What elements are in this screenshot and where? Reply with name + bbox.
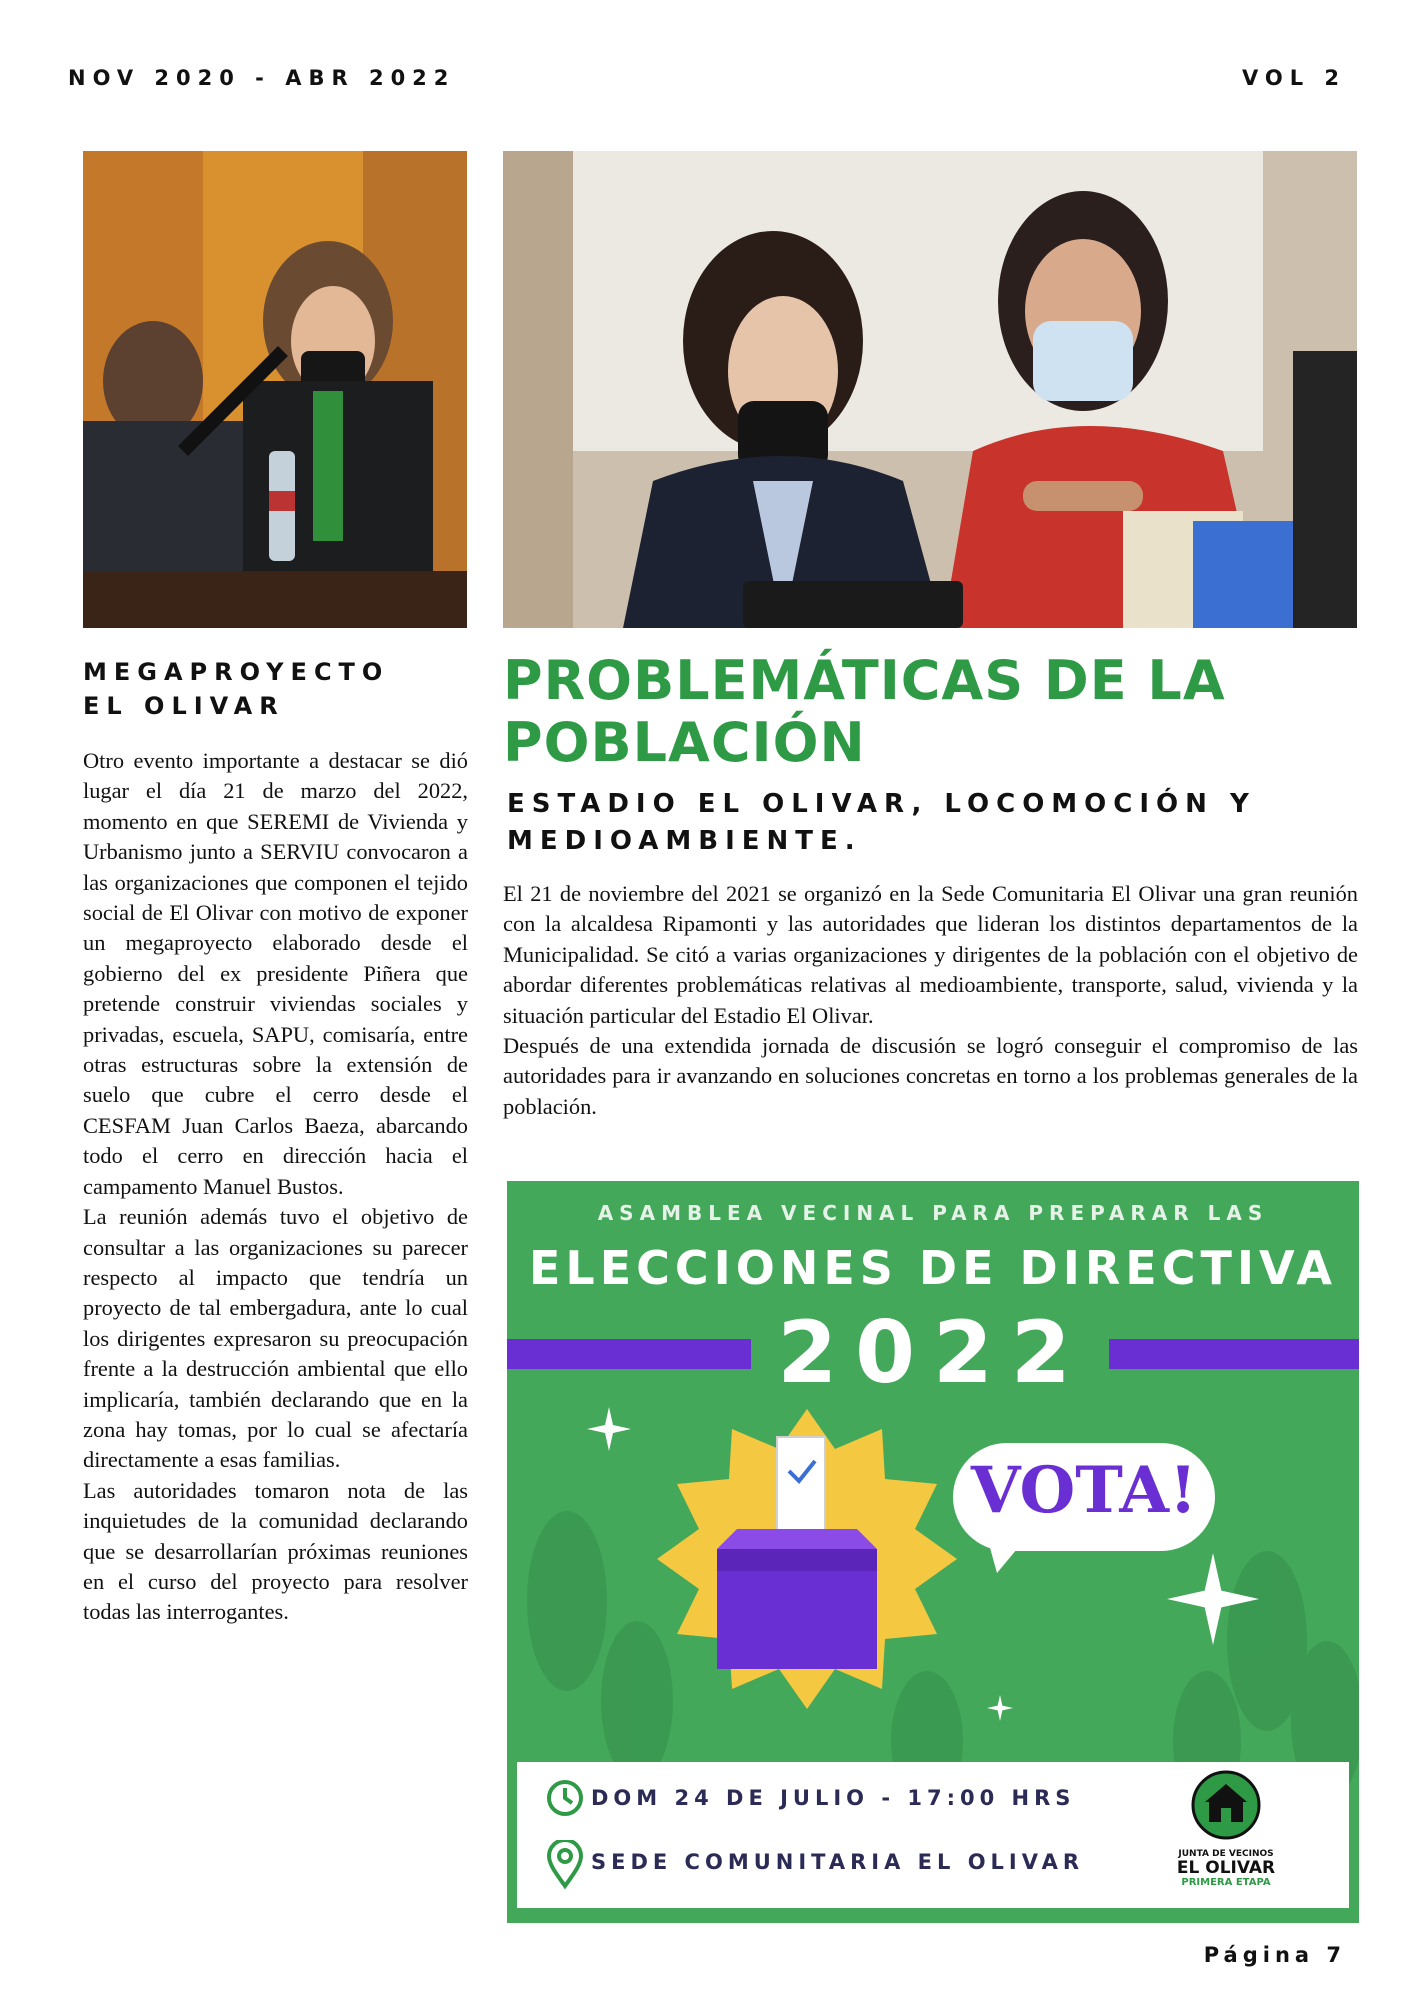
problematicas-title-line2: POBLACIÓN — [503, 711, 866, 774]
clock-icon — [545, 1778, 585, 1818]
problematicas-subtitle — [507, 786, 1367, 860]
junta-vecinos-logo — [1161, 1770, 1291, 1888]
megaproyecto-paragraph: Las autoridades tomaron nota de las inquietudes de la comunidad declarando que se desarrollarían próximas reuniones en el curso del proyecto para resolver todas las interrogantes. — [83, 1477, 468, 1625]
problematicas-paragraph: Después de una extendida jornada de discusión se logró conseguir el compromiso de las autoridades para ir avanzando en soluciones concretas en torno a los problemas generales de la población. — [503, 1033, 1358, 1119]
logo-line1: JUNTA DE VECINOS — [1178, 1849, 1274, 1859]
megaproyecto-heading-line2: EL OLIVAR — [83, 692, 285, 720]
vota-text: VOTA! — [970, 1453, 1198, 1528]
election-poster — [507, 1181, 1359, 1923]
logo-line2: EL OLIVAR — [1176, 1858, 1276, 1878]
issue-dates: NOV 2020 - ABR 2022 — [68, 66, 456, 90]
house-logo-icon — [1191, 1770, 1261, 1840]
megaproyecto-heading — [83, 655, 483, 723]
poster-year: 2022 — [777, 1303, 1089, 1403]
photo-woman-microphone — [83, 151, 467, 628]
event-info-box — [517, 1762, 1349, 1908]
ballot-box-icon — [657, 1409, 957, 1729]
problematicas-body — [503, 879, 1358, 1122]
event-place: SEDE COMUNITARIA EL OLIVAR — [591, 1850, 1084, 1874]
location-pin-icon — [545, 1840, 585, 1890]
poster-subtitle: ASAMBLEA VECINAL PARA PREPARAR LAS — [597, 1201, 1269, 1225]
event-date: DOM 24 DE JULIO - 17:00 HRS — [591, 1786, 1076, 1810]
photo-meeting-women — [503, 151, 1357, 628]
megaproyecto-paragraph: Otro evento importante a destacar se dió lugar el día 21 de marzo del 2022, momento en que SEREMI de Vivienda y Urbanismo junto a SERVIU convocaron a las organizaciones que componen el tejido social de El Olivar con motivo de exponer un megaproyecto elaborado desde el gobierno del ex presidente Piñera que pretende construir viviendas sociales y privadas, escuela, SAPU, comisaría, entre otras estructuras sobre la extensión de suelo que cubre el cerro desde el CESFAM Juan Carlos Baeza, abarcando todo el cerro en dirección hacia el campamento Manuel Bustos. — [83, 748, 468, 1199]
sparkle-icon — [987, 1695, 1013, 1721]
megaproyecto-paragraph: La reunión además tuvo el objetivo de consultar a las organizaciones su parecer respecto al impacto que tendría un proyecto de tal embergadura, ante lo cual los dirigentes expresaron su preocupación frente a la destrucción ambiental que ello implicaría, también declarando que en la zona hay tomas, por lo cual se afectaría directamente a esas familias. — [83, 1204, 468, 1473]
megaproyecto-heading-line1: MEGAPROYECTO — [83, 658, 390, 686]
volume-number: VOL 2 — [1241, 66, 1346, 90]
megaproyecto-body — [83, 746, 468, 1628]
logo-line3: PRIMERA ETAPA — [1181, 1877, 1271, 1888]
problematicas-subtitle-line2: MEDIOAMBIENTE. — [507, 826, 862, 856]
problematicas-subtitle-line1: ESTADIO EL OLIVAR, LOCOMOCIÓN Y — [507, 789, 1256, 819]
page-number: Página 7 — [1203, 1943, 1346, 1967]
problematicas-title-line1: PROBLEMÁTICAS DE LA — [503, 649, 1226, 712]
problematicas-paragraph: El 21 de noviembre del 2021 se organizó en la Sede Comunitaria El Olivar una gran reunión con la alcaldesa Ripamonti y las autoridades que lideran los distintos departamentos de la Municipalidad. Se citó a varias organizaciones y dirigentes de la población con el objetivo de abordar diferentes problemáticas relativas al medioambiente, transporte, salud, vivienda y la situación particular del Estadio El Olivar. — [503, 881, 1358, 1028]
sparkle-icon — [1167, 1553, 1259, 1645]
vota-bubble-tail — [987, 1537, 1037, 1577]
problematicas-title — [503, 650, 1363, 774]
sparkle-icon — [587, 1407, 631, 1451]
poster-title: ELECCIONES DE DIRECTIVA — [528, 1241, 1338, 1295]
